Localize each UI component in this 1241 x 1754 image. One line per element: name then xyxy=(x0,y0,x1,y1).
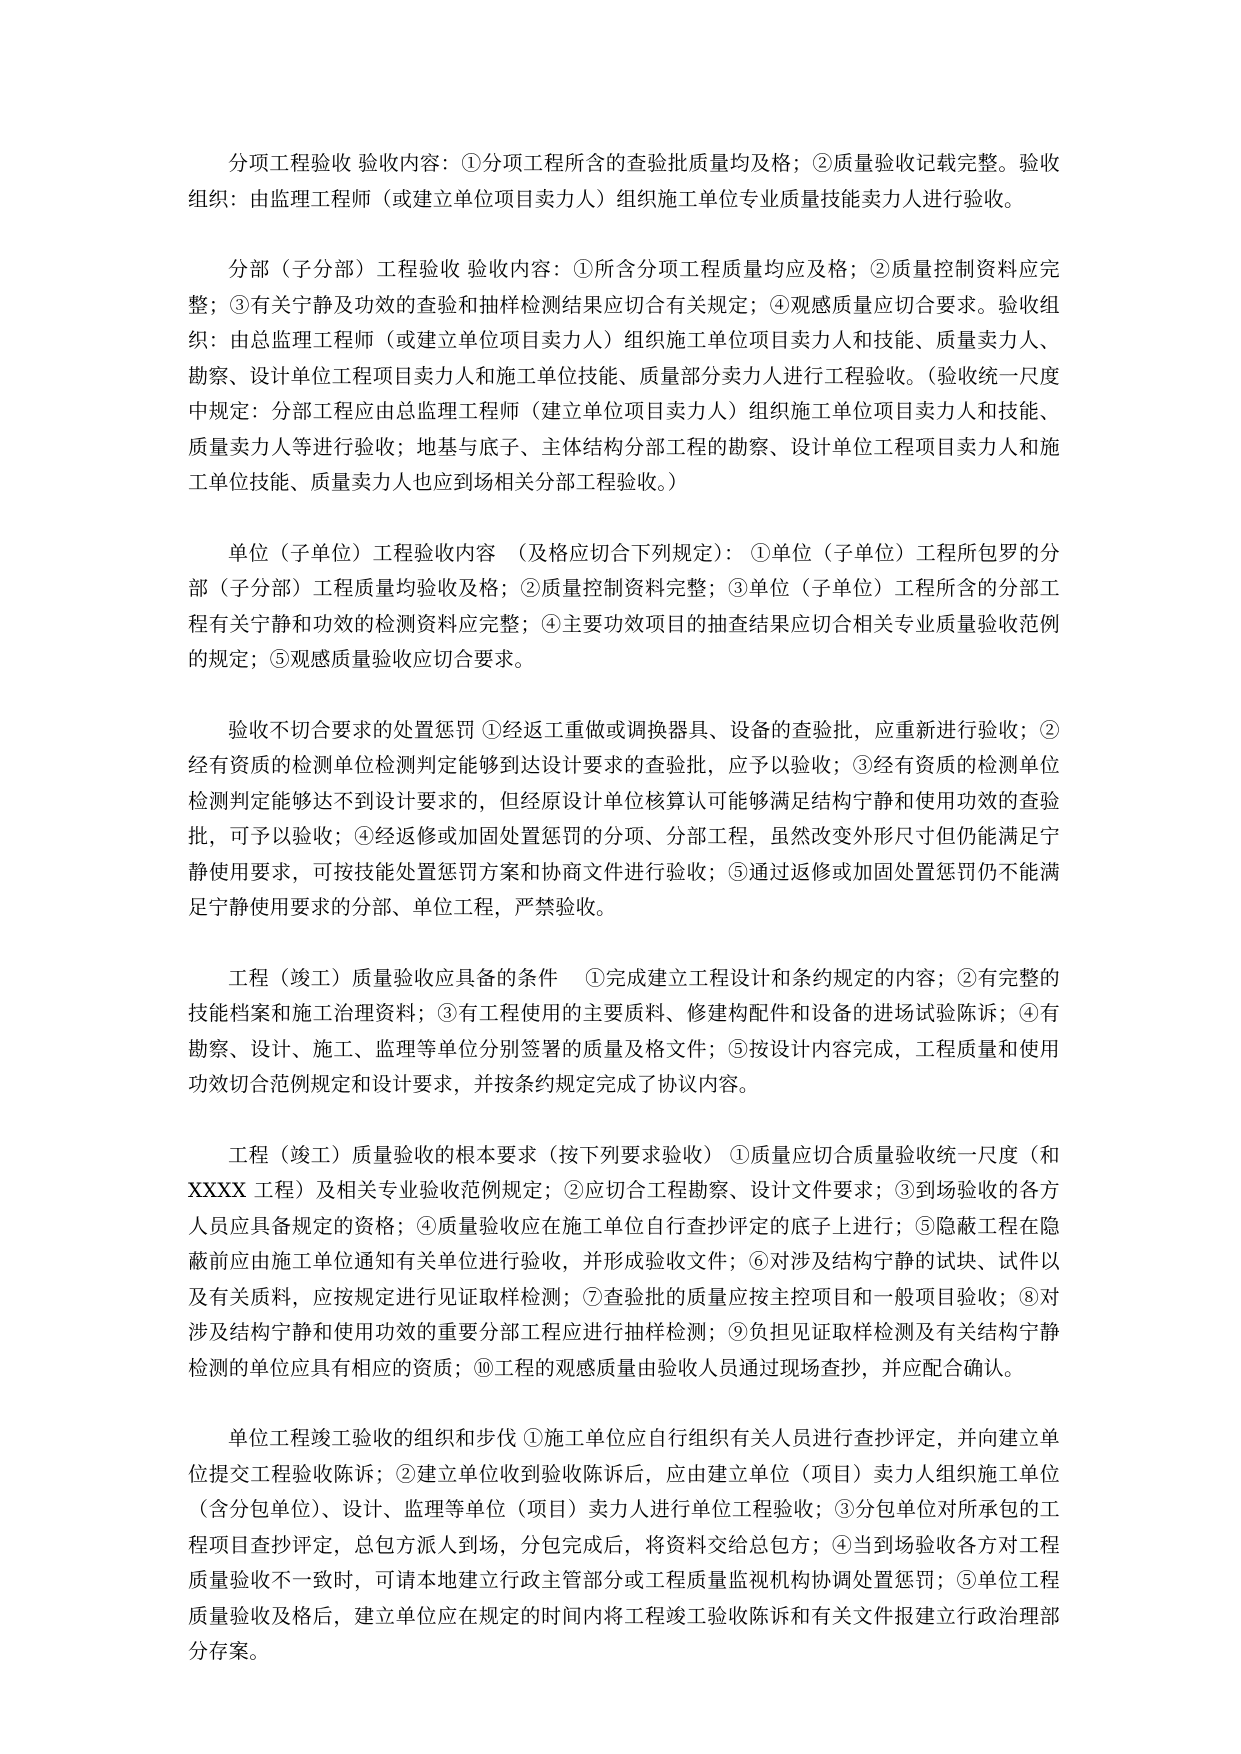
paragraph-text: 验收内容：①分项工程所含的查验批质量均及格；②质量验收记载完整。验收组织：由监理工程师（或建立单位项目卖力人）组织施工单位专业质量技能卖力人进行验收。 xyxy=(188,151,1060,211)
paragraph-division-acceptance xyxy=(188,252,1060,501)
paragraph-basic-requirements xyxy=(188,1138,1060,1387)
paragraph-text: ①经返工重做或调换器具、设备的查验批，应重新进行验收；②经有资质的检测单位检测判定能够到达设计要求的查验批，应予以验收；③经有资质的检测单位检测判定能够达不到设计要求的，但经原设计单位核算认可能够满足结构宁静和使用功效的查验批，可予以验收；④经返修或加固处置惩罚的分项、分部工程，虽然改变外形尺寸但仍能满足宁静使用要求，可按技能处置惩罚方案和协商文件进行验收；⑤通过返修或加固处置惩罚仍不能满足宁静使用要求的分部、单位工程，严禁验收。 xyxy=(188,717,1060,919)
paragraph-text: ①完成建立工程设计和条约规定的内容；②有完整的技能档案和施工治理资料；③有工程使用的主要质料、修建构配件和设备的进场试验陈诉；④有勘察、设计、施工、监理等单位分别签署的质量及格文件；⑤按设计内容完成，工程质量和使用功效切合范例规定和设计要求，并按条约规定完成了协议内容。 xyxy=(188,965,1060,1096)
paragraph-text: ①单位（子单位）工程所包罗的分部（子分部）工程质量均验收及格；②质量控制资料完整；③单位（子单位）工程所含的分部工程有关宁静和功效的检测资料应完整；④主要功效项目的抽查结果应切合相关专业质量验收范例的规定；⑤观感质量验收应切合要求。 xyxy=(188,540,1060,671)
paragraph-heading: 分项工程验收 xyxy=(228,151,352,175)
paragraph-organization-procedure xyxy=(188,1421,1060,1670)
paragraph-heading: 工程（竣工）质量验收的根本要求（按下列要求验收） xyxy=(228,1142,724,1167)
paragraph-unit-acceptance xyxy=(188,536,1060,678)
paragraph-nonconformance-handling xyxy=(188,713,1060,926)
paragraph-text: ①质量应切合质量验收统一尺度（和 XXXX 工程）及相关专业验收范例规定；②应切合工程勘察、设计文件要求；③到场验收的各方人员应具备规定的资格；④质量验收应在施工单位自行查抄评定的底子上进行；⑤隐蔽工程在隐蔽前应由施工单位通知有关单位进行验收，并形成验收文件；⑥对涉及结构宁静的试块、试件以及有关质料，应按规定进行见证取样检测；⑦查验批的质量应按主控项目和一般项目验收；⑧对涉及结构宁静和使用功效的重要分部工程应进行抽样检测；⑨负担见证取样检测及有关结构宁静检测的单位应具有相应的资质；⑩工程的观感质量由验收人员通过现场查抄，并应配合确认。 xyxy=(188,1142,1060,1380)
paragraph-heading: 单位（子单位）工程验收内容 （及格应切合下列规定）： xyxy=(228,540,745,565)
document-body xyxy=(188,146,1060,1705)
paragraph-heading: 单位工程竣工验收的组织和步伐 xyxy=(228,1426,518,1450)
paragraph-heading: 分部（子分部）工程验收 xyxy=(228,257,462,281)
paragraph-subitem-acceptance xyxy=(188,146,1060,217)
paragraph-heading: 验收不切合要求的处置惩罚 xyxy=(228,717,476,742)
paragraph-completion-conditions xyxy=(188,961,1060,1103)
paragraph-heading: 工程（竣工）质量验收应具备的条件 xyxy=(228,965,580,990)
paragraph-text: ①施工单位应自行组织有关人员进行查抄评定，并向建立单位提交工程验收陈诉；②建立单位收到验收陈诉后，应由建立单位（项目）卖力人组织施工单位（含分包单位）、设计、监理等单位（项目）卖力人进行单位工程验收；③分包单位对所承包的工程项目查抄评定，总包方派人到场，分包完成后，将资料交给总包方；④当到场验收各方对工程质量验收不一致时，可请本地建立行政主管部分或工程质量监视机构协调处置惩罚；⑤单位工程质量验收及格后，建立单位应在规定的时间内将工程竣工验收陈诉和有关文件报建立行政治理部分存案。 xyxy=(188,1426,1060,1663)
paragraph-text: 验收内容：①所含分项工程质量均应及格；②质量控制资料应完整；③有关宁静及功效的查验和抽样检测结果应切合有关规定；④观感质量应切合要求。验收组织：由总监理工程师（或建立单位项目卖力人）组织施工单位项目卖力人和技能、质量卖力人、勘察、设计单位工程项目卖力人和施工单位技能、质量部分卖力人进行工程验收。（验收统一尺度中规定：分部工程应由总监理工程师（建立单位项目卖力人）组织施工单位项目卖力人和技能、质量卖力人等进行验收；地基与底子、主体结构分部工程的勘察、设计单位工程项目卖力人和施工单位技能、质量卖力人也应到场相关分部工程验收。） xyxy=(188,257,1060,494)
